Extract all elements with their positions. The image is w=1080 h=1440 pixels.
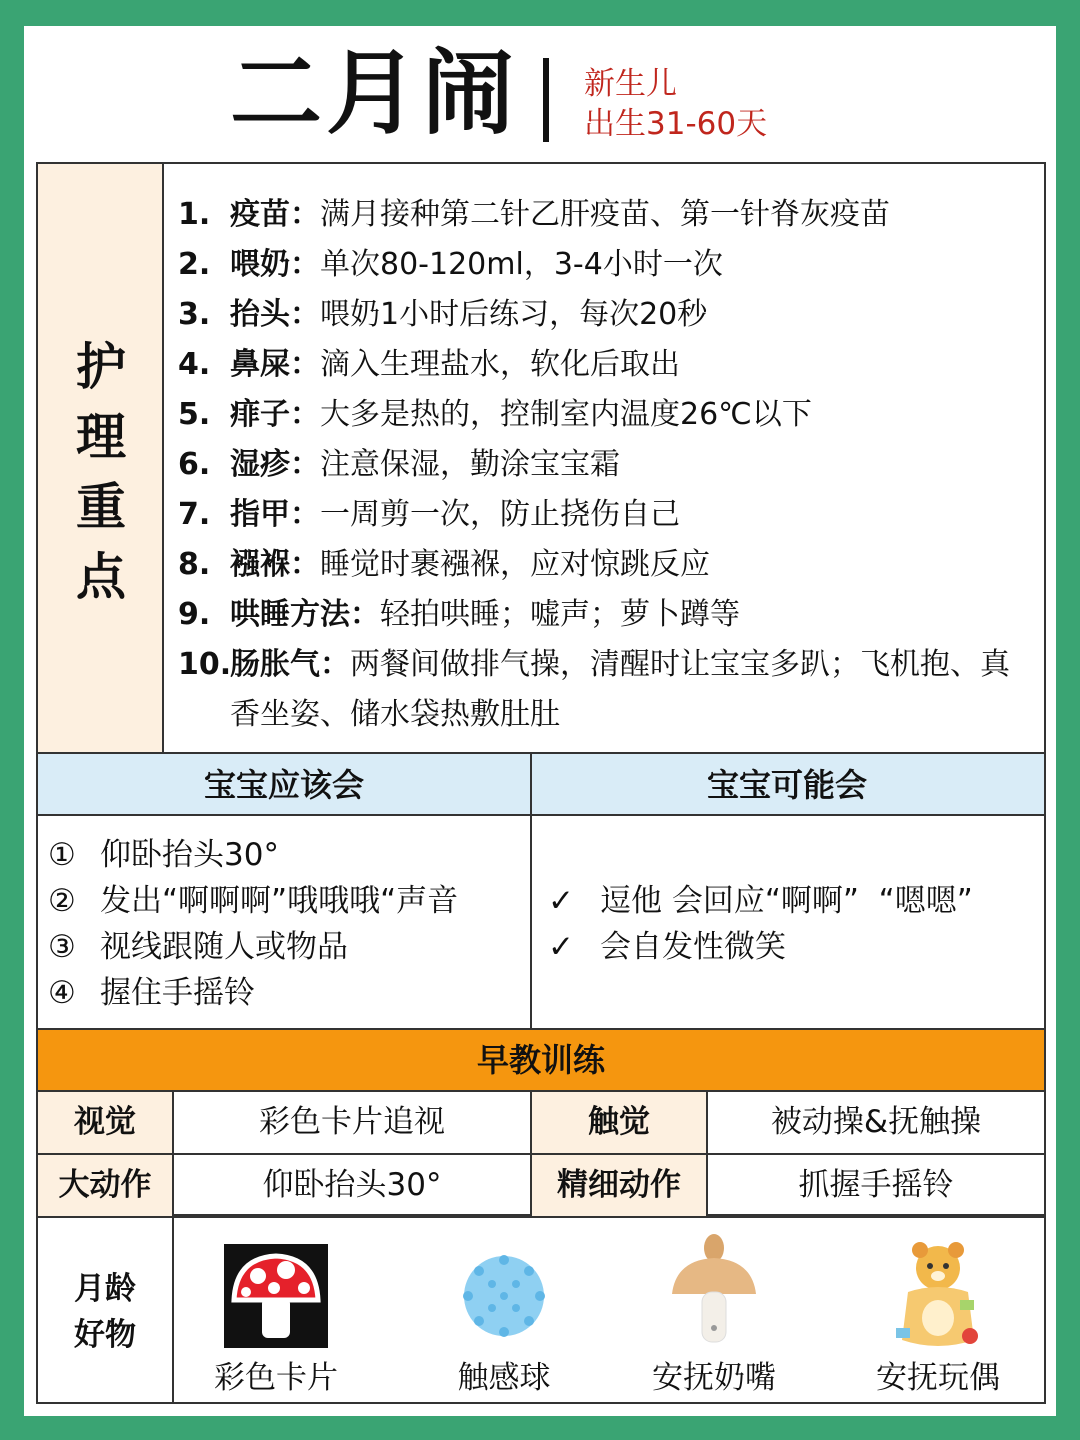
may-list (548, 878, 973, 970)
care-item-term: 指甲： (230, 497, 320, 532)
care-item-number: 3. (178, 297, 211, 332)
circled-number: ② (48, 883, 76, 919)
care-item-term: 疫苗： (230, 197, 320, 232)
training-header: 早教训练 (36, 1030, 1046, 1092)
should-item-text: 视线跟随人或物品 (100, 929, 348, 965)
may-item-text: 会自发性微笑 (600, 929, 786, 965)
care-item-text: 大多是热的，控制室内温度26℃以下 (320, 397, 812, 432)
subtitle-line-2: 出生31-60天 (584, 106, 768, 142)
training-value: 彩色卡片追视 (259, 1104, 445, 1140)
good-name: 触感球 (457, 1360, 551, 1396)
care-item (178, 590, 1034, 640)
care-item-term: 痱子： (230, 397, 320, 432)
care-item-text: 睡觉时裹襁褓，应对惊跳反应 (320, 547, 710, 582)
should-item-text: 发出“啊啊啊”哦哦哦“声音 (100, 883, 459, 919)
care-item-text: 一周剪一次，防止挠伤自己 (320, 497, 680, 532)
goods-section (36, 1216, 1046, 1404)
circled-number: ④ (48, 975, 76, 1011)
care-item (178, 340, 1034, 390)
good-item (404, 1218, 604, 1402)
care-label-char: 护 (76, 338, 126, 396)
grid-line (706, 1092, 708, 1214)
care-item-text: 滴入生理盐水，软化后取出 (320, 347, 680, 382)
mushroom-card-icon (224, 1244, 328, 1352)
care-item-term: 肠胀气： (230, 647, 350, 682)
good-item (614, 1218, 814, 1402)
training-grid (36, 1092, 1046, 1216)
care-item (178, 190, 1034, 240)
good-item (838, 1218, 1038, 1402)
care-item (178, 440, 1034, 490)
goods-label (38, 1218, 174, 1402)
care-item (178, 290, 1034, 340)
care-item-number: 1. (178, 197, 211, 232)
care-item-term: 湿疹： (230, 447, 320, 482)
training-label: 视觉 (38, 1092, 172, 1153)
circled-number: ③ (48, 929, 76, 965)
training-value: 抓握手摇铃 (798, 1167, 954, 1203)
skills-divider (530, 754, 532, 1028)
should-item (48, 970, 458, 1016)
training-label: 大动作 (38, 1155, 172, 1216)
training-label: 触觉 (532, 1092, 706, 1153)
title-divider (543, 58, 549, 142)
good-name: 安抚奶嘴 (652, 1360, 776, 1396)
care-item (178, 390, 1034, 440)
care-label-char: 理 (76, 408, 126, 466)
care-item-term: 鼻屎： (230, 347, 320, 382)
subtitle-line-1: 新生儿 (584, 66, 677, 102)
plush-toy-icon (890, 1240, 986, 1360)
page-title: 二月闹 (230, 40, 519, 147)
care-item-text: 单次80-120ml，3-4小时一次 (320, 247, 723, 282)
care-item (178, 240, 1034, 290)
care-item (178, 640, 1034, 740)
may-item (548, 878, 973, 924)
care-item-number: 8. (178, 547, 211, 582)
should-item-text: 握住手摇铃 (100, 975, 255, 1011)
check-icon: ✓ (548, 883, 574, 919)
may-item-text: 逗他 会回应“啊啊” “嗯嗯” (600, 883, 973, 919)
care-item-term: 襁褓： (230, 547, 320, 582)
training-label: 精细动作 (532, 1155, 706, 1216)
should-list (48, 832, 458, 1016)
care-label-cell (38, 164, 164, 752)
care-item-number: 2. (178, 247, 211, 282)
check-icon: ✓ (548, 929, 574, 965)
good-name: 安抚玩偶 (876, 1360, 1000, 1396)
care-item-text: 满月接种第二针乙肝疫苗、第一针脊灰疫苗 (320, 197, 890, 232)
care-label-char: 点 (76, 548, 126, 606)
grid-line (530, 1092, 532, 1214)
should-item (48, 924, 458, 970)
care-item-number: 6. (178, 447, 211, 482)
care-item-text: 注意保湿，勤涂宝宝霜 (320, 447, 620, 482)
should-item (48, 832, 458, 878)
care-item-text: 轻拍哄睡；嘘声；萝卜蹲等 (380, 597, 740, 632)
pacifier-icon (666, 1232, 762, 1352)
goods-label-line: 月龄 (74, 1271, 136, 1307)
subtitle (584, 64, 767, 144)
care-item-number: 4. (178, 347, 211, 382)
care-item-text: 两餐间做排气操，清醒时让宝宝多趴；飞机抱、真香坐姿、储水袋热敷肚肚 (230, 647, 1010, 732)
training-value: 仰卧抬头30° (262, 1167, 442, 1203)
care-item-term: 喂奶： (230, 247, 320, 282)
care-list (178, 190, 1034, 740)
care-item-term: 哄睡方法： (230, 597, 380, 632)
sensory-ball-icon (454, 1244, 554, 1348)
good-item (176, 1218, 376, 1402)
care-item (178, 540, 1034, 590)
care-label-char: 重 (76, 478, 126, 536)
care-item-number: 10. (178, 647, 232, 682)
care-item-term: 抬头： (230, 297, 320, 332)
should-item (48, 878, 458, 924)
skills-section (36, 754, 1046, 1030)
may-item (548, 924, 973, 970)
care-label (38, 332, 164, 612)
good-name: 彩色卡片 (214, 1360, 338, 1396)
should-header: 宝宝应该会 (38, 754, 530, 816)
grid-line (172, 1092, 174, 1214)
training-value: 被动操&抚触操 (770, 1104, 982, 1140)
care-section (36, 162, 1046, 754)
care-item-text: 喂奶1小时后练习，每次20秒 (320, 297, 708, 332)
may-header: 宝宝可能会 (530, 754, 1044, 816)
circled-number: ① (48, 837, 76, 873)
care-item (178, 490, 1034, 540)
grid-line (38, 1153, 1044, 1155)
goods-label-line: 好物 (74, 1317, 136, 1353)
care-item-number: 9. (178, 597, 211, 632)
care-item-number: 7. (178, 497, 211, 532)
should-item-text: 仰卧抬头30° (100, 837, 279, 873)
care-item-number: 5. (178, 397, 211, 432)
